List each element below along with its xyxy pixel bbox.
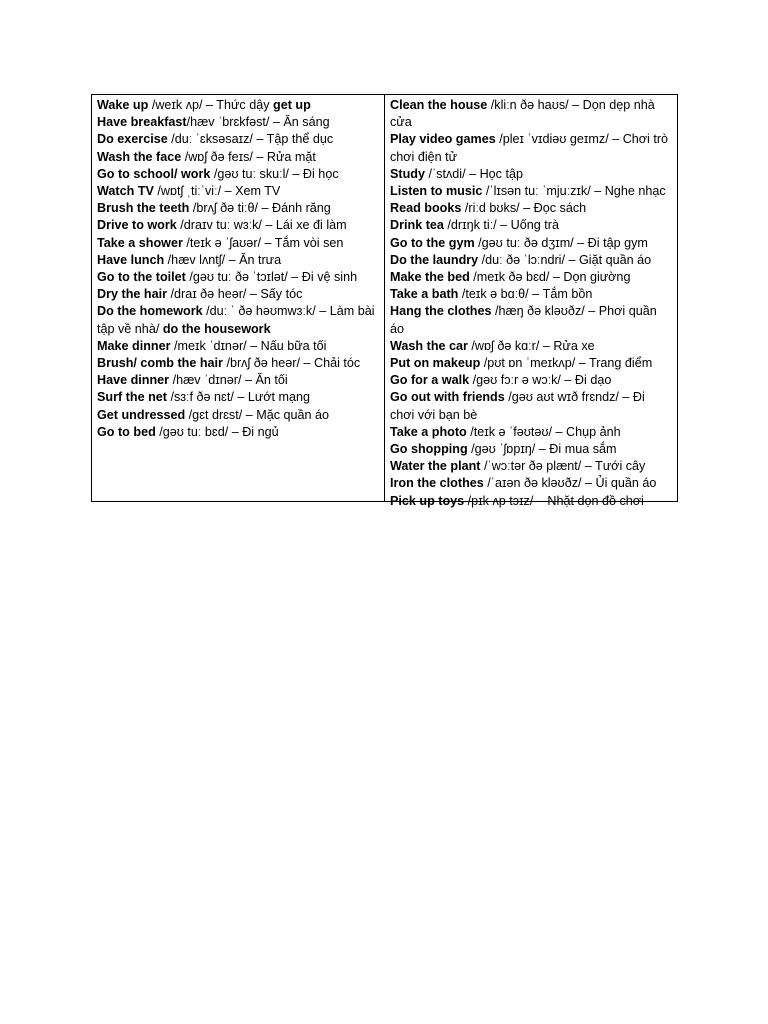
vocab-term: Go to school/ work (97, 166, 211, 181)
vocab-entry (97, 303, 379, 337)
vocab-entry (97, 269, 379, 286)
vocab-entry (97, 252, 379, 269)
vocab-entry (390, 166, 672, 183)
vocab-term: Wash the car (390, 338, 468, 353)
vocab-term: Hang the clothes (390, 304, 492, 319)
vocab-term: Drive to work (97, 218, 177, 233)
vocab-entry (97, 149, 379, 166)
vocab-pronunciation-meaning: /ˈstʌdi/ – Học tập (424, 166, 523, 181)
vocab-entry (97, 286, 379, 303)
vocab-pronunciation-meaning: /teɪk ə bɑːθ/ – Tắm bồn (458, 287, 593, 302)
vocab-term: Have lunch (97, 252, 165, 267)
vocab-pronunciation-meaning: /gɛt drɛst/ – Mặc quần áo (185, 407, 330, 422)
vocab-entry (97, 338, 379, 355)
vocab-term: Listen to music (390, 184, 483, 199)
vocab-pronunciation-meaning: /wɒʃ ðə kɑːr/ – Rửa xe (467, 338, 595, 353)
vocab-entry (390, 493, 672, 510)
vocab-entry (390, 252, 672, 269)
vocab-term: Do the homework (97, 304, 203, 319)
vocab-pronunciation-meaning: /hæv ˈbrɛkfəst/ – Ăn sáng (186, 115, 330, 130)
vocab-term: Go to bed (97, 424, 156, 439)
vocab-pronunciation-meaning: /duː ˈ ðə həʊmwɜːk/ – Làm bài tập về nhà/ (97, 304, 375, 336)
vocab-term: Take a bath (390, 287, 459, 302)
vocab-entry (97, 183, 379, 200)
vocab-term: Wake up (97, 98, 149, 112)
vocab-term: Watch TV (97, 184, 154, 199)
vocab-pronunciation-meaning: /ˈlɪsən tuː ˈmjuːzɪk/ – Nghe nhạc (482, 184, 666, 199)
vocab-pronunciation-meaning: /brʌʃ ðə tiːθ/ – Đánh răng (189, 201, 331, 216)
vocab-pronunciation-meaning: /brʌʃ ðə heər/ – Chải tóc (222, 356, 361, 371)
left-column (92, 95, 385, 501)
vocab-entry (97, 166, 379, 183)
vocab-entry (97, 389, 379, 406)
vocab-entry (97, 114, 379, 131)
vocab-pronunciation-meaning: /duː ðə ˈlɔːndri/ – Giặt quần áo (478, 252, 652, 267)
vocab-pronunciation-meaning: /pʊt ɒn ˈmeɪkʌp/ – Trang điểm (480, 356, 653, 371)
vocab-entry (97, 424, 379, 441)
vocab-term: Water the plant (390, 459, 481, 474)
vocab-pronunciation-meaning: /teɪk ə ˈfəʊtəʊ/ – Chụp ảnh (466, 424, 621, 439)
vocab-pronunciation-meaning: /teɪk ə ˈʃaʊər/ – Tắm vòi sen (182, 235, 344, 250)
vocab-entry (390, 372, 672, 389)
vocab-term: Put on makeup (390, 356, 481, 371)
vocab-pronunciation-meaning: /gəʊ tuː bɛd/ – Đi ngủ (155, 424, 279, 439)
vocab-pronunciation-meaning: /wɒtʃ ˌtiːˈviː/ – Xem TV (153, 184, 281, 199)
vocab-term: Go for a walk (390, 373, 470, 388)
vocab-term: Have breakfast (97, 115, 187, 130)
vocab-term: Pick up toys (390, 493, 465, 508)
vocab-entry (390, 286, 672, 303)
vocab-term: Read books (390, 201, 462, 216)
vocab-entry (390, 97, 672, 131)
vocab-pronunciation-meaning: /gəʊ tuː skuːl/ – Đi học (210, 166, 339, 181)
vocab-term: Brush/ comb the hair (97, 356, 223, 371)
vocab-pronunciation-meaning: /hæv lʌntʃ/ – Ăn trưa (164, 252, 282, 267)
vocab-pronunciation-meaning: /drɪŋk tiː/ – Uống trà (443, 218, 559, 233)
vocab-term: Go shopping (390, 442, 468, 457)
vocab-term: Clean the house (390, 98, 488, 112)
vocab-term: Play video games (390, 132, 496, 147)
vocab-term: Take a photo (390, 424, 467, 439)
vocab-pronunciation-meaning: /kliːn ðə haʊs/ – Dọn dẹp nhà cửa (390, 98, 655, 130)
vocab-pronunciation-meaning: /meɪk ðə bɛd/ – Dọn giường (469, 270, 631, 285)
vocab-entry (390, 424, 672, 441)
vocab-entry (390, 269, 672, 286)
vocab-pronunciation-meaning: /draɪv tuː wɜːk/ – Lái xe đi làm (176, 218, 347, 233)
vocab-entry (390, 441, 672, 458)
vocab-pronunciation-meaning: /hæv ˈdɪnər/ – Ăn tối (169, 373, 288, 388)
vocab-pronunciation-meaning: /duː ˈɛksəsaɪz/ – Tập thể dục (167, 132, 334, 147)
vocab-term: Make the bed (390, 270, 470, 285)
vocab-entry (390, 131, 672, 165)
vocab-term: Have dinner (97, 373, 170, 388)
vocab-pronunciation-meaning: /wɒʃ ðə feɪs/ – Rửa mặt (181, 149, 316, 164)
vocab-entry (390, 389, 672, 423)
vocab-term: Brush the teeth (97, 201, 190, 216)
vocab-pronunciation-meaning: /pɪk ʌp tɔɪz/ – Nhặt dọn đồ chơi (464, 493, 644, 508)
right-column (385, 95, 677, 508)
vocab-entry (390, 217, 672, 234)
vocab-term: Do exercise (97, 132, 168, 147)
vocab-term: Make dinner (97, 338, 171, 353)
vocab-entry (390, 183, 672, 200)
vocabulary-table (91, 94, 678, 508)
vocab-term: Do the laundry (390, 252, 479, 267)
vocab-pronunciation-meaning: /gəʊ fɔːr ə wɔːk/ – Đi dạo (469, 373, 612, 388)
vocab-pronunciation-meaning: /ˈwɔːtər ðə plænt/ – Tưới cây (480, 459, 646, 474)
vocab-extra-term: do the housework (162, 321, 271, 336)
vocab-pronunciation-meaning: /riːd bʊks/ – Đọc sách (461, 201, 587, 216)
vocab-entry (390, 338, 672, 355)
vocab-entry (390, 475, 672, 492)
vocab-entry (390, 235, 672, 252)
vocab-entry (390, 303, 672, 337)
vocab-extra-term: get up (273, 98, 311, 112)
vocab-entry (97, 200, 379, 217)
vocab-entry (97, 355, 379, 372)
vocab-entry (97, 97, 379, 114)
vocab-entry (97, 217, 379, 234)
vocab-pronunciation-meaning: /draɪ ðə heər/ – Sấy tóc (167, 287, 303, 302)
vocab-term: Go out with friends (390, 390, 505, 405)
vocab-pronunciation-meaning: /gəʊ tuː ðə ˈtɔɪlət/ – Đi vệ sinh (185, 270, 358, 285)
vocab-entry (97, 131, 379, 148)
vocab-entry (97, 407, 379, 424)
vocab-entry (97, 372, 379, 389)
vocab-pronunciation-meaning: /gəʊ ˈʃɒpɪŋ/ – Đi mua sắm (467, 442, 617, 457)
vocab-term: Wash the face (97, 149, 182, 164)
vocab-term: Study (390, 166, 425, 181)
vocab-term: Iron the clothes (390, 476, 484, 491)
vocab-entry (390, 458, 672, 475)
vocab-term: Go to the toilet (97, 270, 186, 285)
vocab-term: Surf the net (97, 390, 167, 405)
vocab-pronunciation-meaning: /sɜːf ðə nɛt/ – Lướt mạng (166, 390, 311, 405)
vocab-term: Take a shower (97, 235, 183, 250)
vocab-entry (97, 235, 379, 252)
vocab-pronunciation-meaning: /meɪk ˈdɪnər/ – Nấu bữa tối (170, 338, 327, 353)
vocab-pronunciation-meaning: /gəʊ tuː ðə dʒɪm/ – Đi tập gym (474, 235, 648, 250)
vocab-term: Dry the hair (97, 287, 167, 302)
vocab-pronunciation-meaning: /weɪk ʌp/ – Thức dậy (148, 98, 274, 112)
vocab-pronunciation-meaning: /gəʊ aʊt wɪð frɛndz/ – Đi chơi với bạn bè (390, 390, 645, 422)
vocab-term: Get undressed (97, 407, 186, 422)
vocab-pronunciation-meaning: /hæŋ ðə kləʊðz/ – Phơi quần áo (390, 304, 657, 336)
vocab-entry (390, 355, 672, 372)
vocab-pronunciation-meaning: /ˈaɪən ðə kləʊðz/ – Ủi quần áo (483, 476, 657, 491)
vocab-term: Drink tea (390, 218, 444, 233)
vocab-term: Go to the gym (390, 235, 475, 250)
vocab-pronunciation-meaning: /pleɪ ˈvɪdiəʊ geɪmz/ – Chơi trò chơi điện tử (390, 132, 669, 164)
vocab-entry (390, 200, 672, 217)
